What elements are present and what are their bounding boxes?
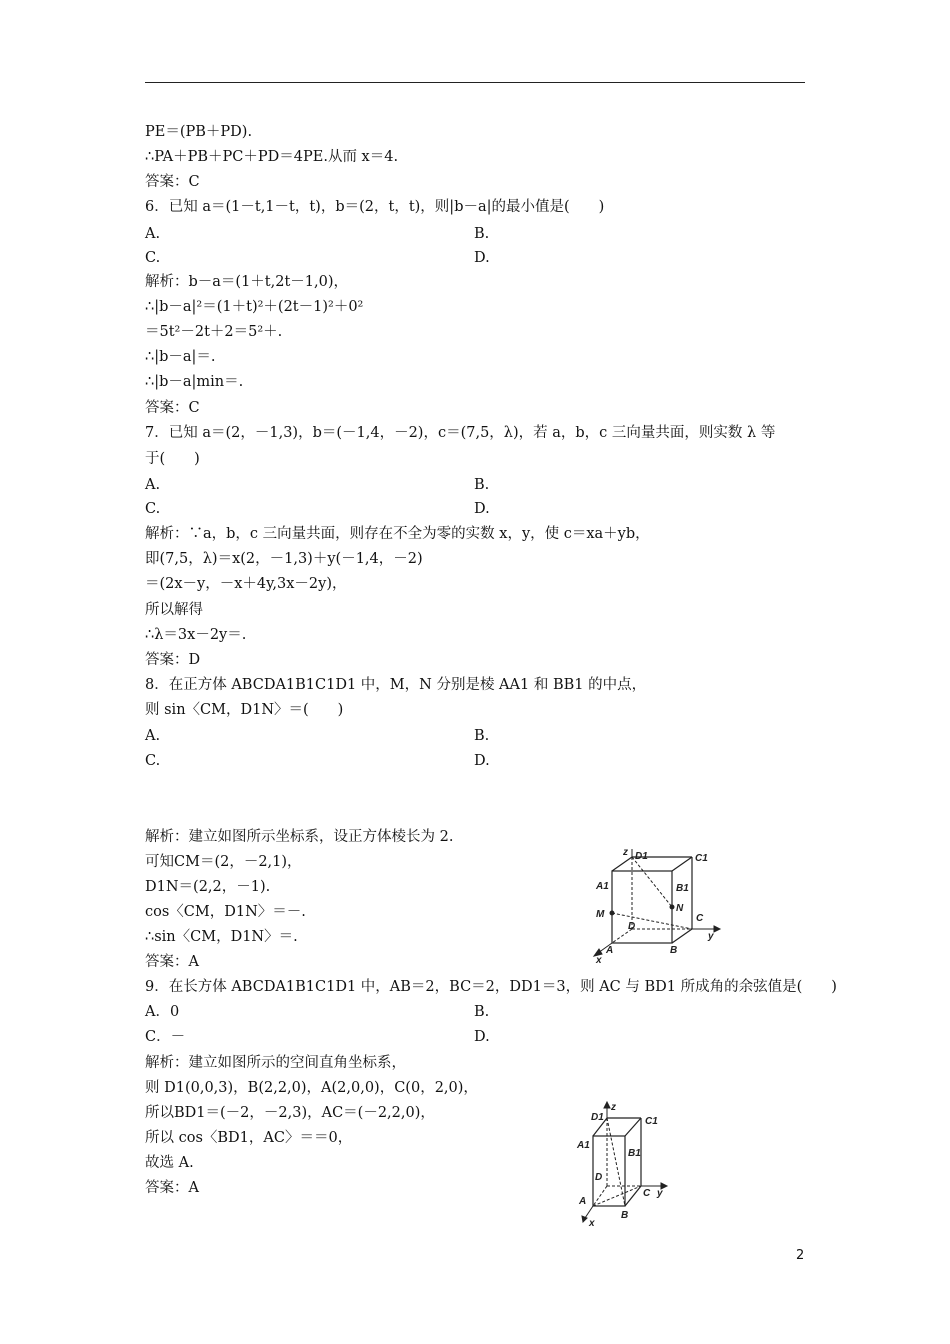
- fig2-label: D1: [591, 1112, 604, 1123]
- fig1-label: M: [596, 909, 605, 920]
- solution-line: 故选 A.: [145, 1155, 194, 1171]
- option-b: B.: [474, 1004, 490, 1020]
- answer-line: 答案：C: [145, 400, 200, 416]
- text-line: ∴PA＋PB＋PC＋PD＝4PE.从而 x＝4.: [145, 149, 399, 165]
- fig2-label: z: [611, 1102, 616, 1113]
- fig1-label: A1: [596, 881, 609, 892]
- fig1-label: A: [606, 945, 614, 956]
- fig1-label: D: [628, 921, 636, 932]
- page-number: 2: [796, 1248, 805, 1263]
- fig1-label: B: [670, 945, 678, 956]
- fig1-label: C: [696, 913, 704, 924]
- solution-line: 则 D1(0,0,3)，B(2,2,0)，A(2,0,0)，C(0，2,0)，: [145, 1080, 478, 1096]
- solution-line: 所以BD1＝(－2，－2,3)，AC＝(－2,2,0)，: [145, 1105, 435, 1121]
- fig2-label: D: [595, 1172, 603, 1183]
- fig2-label: y: [657, 1188, 663, 1199]
- option-b: B.: [474, 728, 490, 744]
- fig2-label: x: [589, 1218, 595, 1228]
- solution-line: ＝(2x－y，－x＋4y,3x－2y)，: [145, 576, 347, 592]
- fig1-label: y: [708, 931, 714, 942]
- option-d: D.: [474, 501, 490, 517]
- fig1-label: z: [623, 847, 628, 858]
- option-c: C.: [145, 501, 161, 517]
- solution-line: ∴λ＝3x－2y＝.: [145, 627, 247, 643]
- solution-line: ∴|b－a|min＝.: [145, 374, 244, 390]
- question-7-cont: 于( ): [145, 451, 200, 467]
- solution-line: ∴|b－a|²＝(1＋t)²＋(2t－1)²＋0²: [145, 299, 364, 315]
- solution-line: ∴sin〈CM，D1N〉＝.: [145, 929, 298, 945]
- answer-line: 答案：D: [145, 652, 201, 668]
- solution-line: 所以解得: [145, 602, 203, 618]
- option-a: A.: [145, 477, 161, 493]
- header-rule: [145, 82, 805, 83]
- fig2-label: C1: [645, 1116, 658, 1127]
- fig1-label: C1: [695, 853, 708, 864]
- question-8-cont: 则 sin〈CM，D1N〉＝( ): [145, 702, 344, 718]
- question-7: 7．已知 a＝(2，－1,3)，b＝(－1,4，－2)，c＝(7,5，λ)，若 a，b，c 三向量共面，则实数 λ 等: [145, 425, 776, 441]
- option-b: B.: [474, 226, 490, 242]
- option-c: C．－: [145, 1029, 186, 1045]
- cuboid-figure-2: [575, 1100, 695, 1228]
- fig1-label: D1: [635, 851, 648, 862]
- solution-line: ＝5t²－2t＋2＝5²＋.: [145, 324, 283, 340]
- fig2-label: B1: [628, 1148, 641, 1159]
- solution-line: 即(7,5，λ)＝x(2，－1,3)＋y(－1,4，－2): [145, 551, 423, 567]
- fig2-label: C: [643, 1188, 651, 1199]
- question-8: 8．在正方体 ABCDA1B1C1D1 中，M，N 分别是棱 AA1 和 BB1 的中点，: [145, 677, 647, 693]
- solution-line: 解析：b－a＝(1＋t,2t－1,0)，: [145, 274, 349, 290]
- option-a: A.: [145, 226, 161, 242]
- fig1-label: N: [676, 903, 684, 914]
- solution-line: 解析：建立如图所示坐标系，设正方体棱长为 2.: [145, 829, 454, 845]
- fig2-label: A: [579, 1196, 587, 1207]
- option-d: D.: [474, 753, 490, 769]
- solution-line: 所以 cos〈BD1，AC〉＝＝0，: [145, 1130, 353, 1146]
- option-a: A.: [145, 728, 161, 744]
- option-d: D.: [474, 250, 490, 266]
- solution-line: 可知CM＝(2，－2,1)，: [145, 854, 302, 870]
- answer-line: 答案：A: [145, 1180, 199, 1196]
- question-6: 6．已知 a＝(1－t,1－t，t)，b＝(2，t，t)，则|b－a|的最小值是( ): [145, 199, 605, 215]
- solution-line: D1N＝(2,2，－1).: [145, 879, 271, 895]
- fig1-label: x: [596, 955, 602, 965]
- cube-figure-1: [590, 845, 730, 965]
- option-c: C.: [145, 753, 161, 769]
- fig2-label: B: [621, 1210, 629, 1221]
- answer-line: 答案：A: [145, 954, 199, 970]
- fig2-label: A1: [577, 1140, 590, 1151]
- solution-line: 解析：建立如图所示的空间直角坐标系，: [145, 1055, 406, 1071]
- option-a: A．0: [145, 1004, 180, 1020]
- question-9: 9．在长方体 ABCDA1B1C1D1 中，AB＝2，BC＝2，DD1＝3，则 AC 与 BD1 所成角的余弦值是( ): [145, 979, 837, 995]
- option-b: B.: [474, 477, 490, 493]
- fig1-label: B1: [676, 883, 689, 894]
- solution-line: 解析：∵a，b，c 三向量共面，则存在不全为零的实数 x，y，使 c＝xa＋yb，: [145, 526, 650, 542]
- option-c: C.: [145, 250, 161, 266]
- text-line: PE＝(PB＋PD).: [145, 124, 253, 140]
- option-d: D.: [474, 1029, 490, 1045]
- answer-line: 答案：C: [145, 174, 200, 190]
- solution-line: ∴|b－a|＝.: [145, 349, 216, 365]
- solution-line: cos〈CM，D1N〉＝－.: [145, 904, 306, 920]
